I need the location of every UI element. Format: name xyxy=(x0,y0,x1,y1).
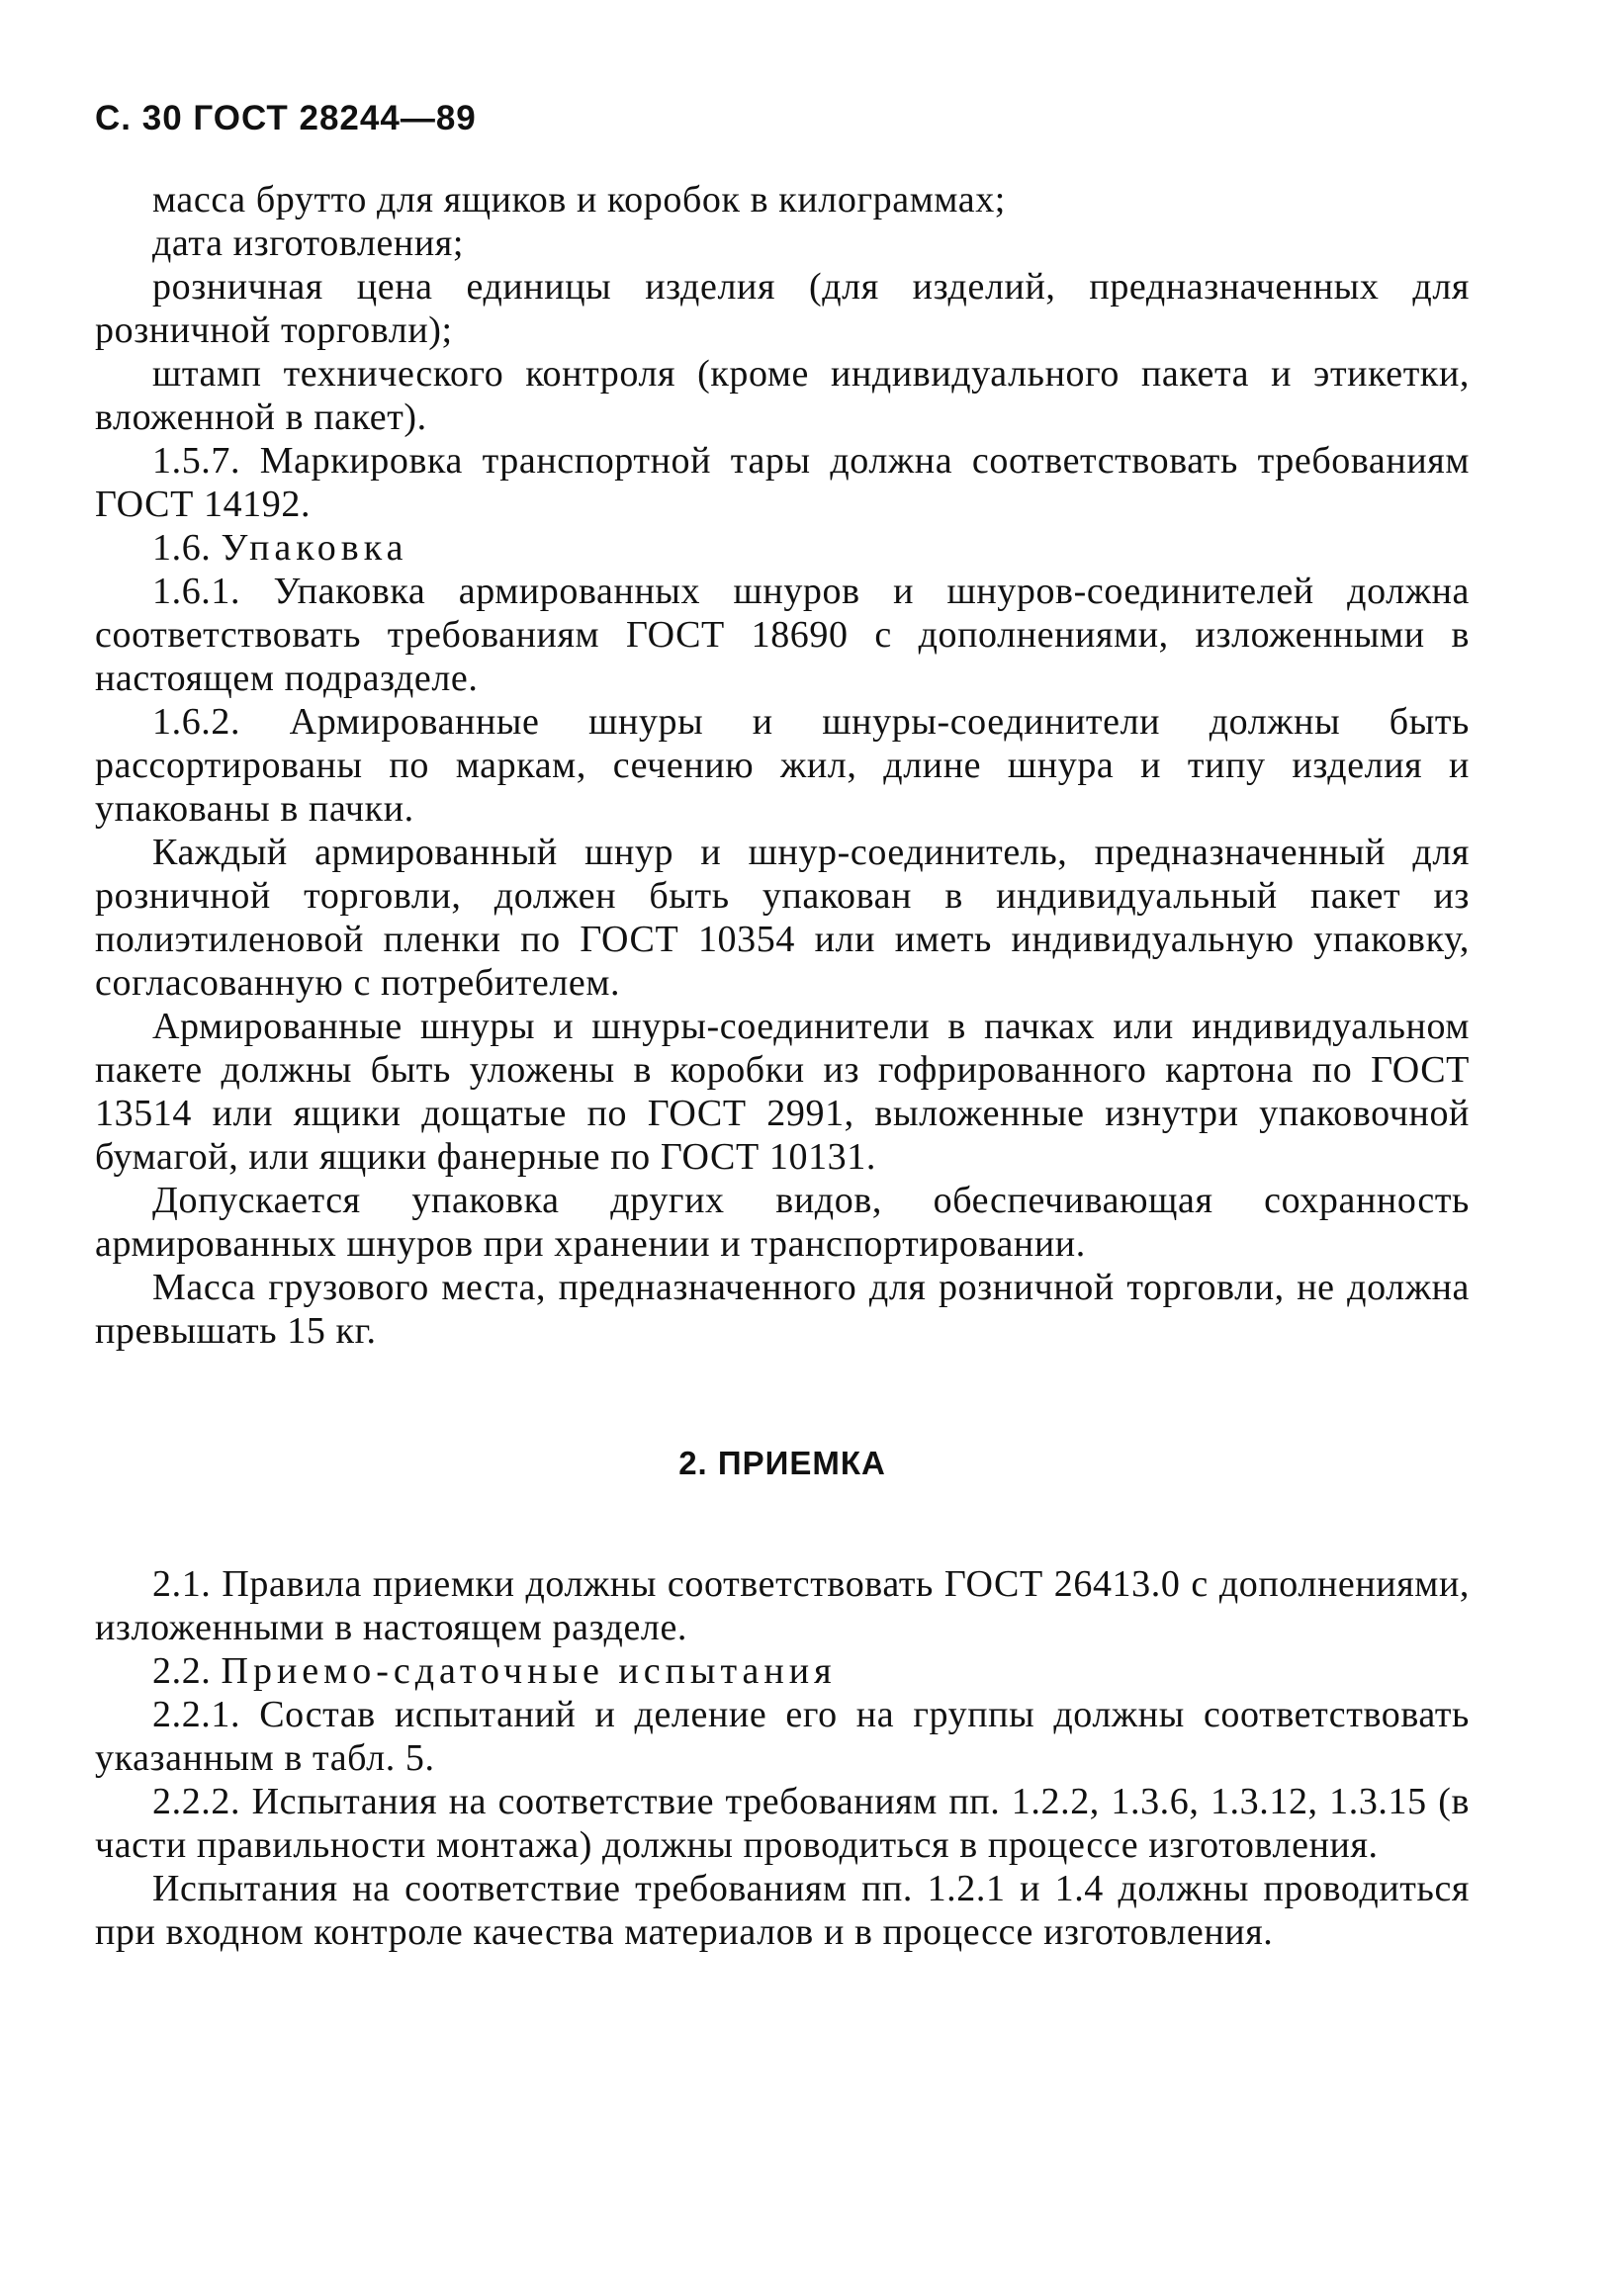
paragraph: 2.1. Правила приемки должны соответствовать ГОСТ 26413.0 с дополнениями, изложенными в настоящем разделе. xyxy=(95,1563,1470,1648)
paragraph: Армированные шнуры и шнуры-соединители в пачках или индивидуальном пакете должны быть уложены в коробки из гофрированного картона по ГОСТ 13514 или ящики дощатые по ГОСТ 2991, выложенные изнутри упаковочной бумагой, или ящики фанерные по ГОСТ 10131. xyxy=(95,1006,1470,1178)
subsection-title: Приемо-сдаточные испытания xyxy=(221,1650,837,1692)
subsection-heading-1-6 xyxy=(95,526,1470,570)
subsection-number: 1.6. xyxy=(152,527,222,569)
paragraph: 1.5.7. Маркировка транспортной тары должна соответствовать требованиям ГОСТ 14192. xyxy=(95,440,1470,525)
paragraph: 2.2.2. Испытания на соответствие требованиям пп. 1.2.2, 1.3.6, 1.3.12, 1.3.15 (в части правильности монтажа) должны проводиться в процессе изготовления. xyxy=(95,1781,1470,1866)
paragraph: 2.2.1. Состав испытаний и деление его на группы должны соответствовать указанным в табл. 5. xyxy=(95,1694,1470,1779)
subsection-title: Упаковка xyxy=(221,527,408,569)
subsection-heading-2-2 xyxy=(95,1649,1470,1693)
paragraph: 1.6.1. Упаковка армированных шнуров и шнуров-соединителей должна соответствовать требованиям ГОСТ 18690 с дополнениями, изложенными в настоящем подразделе. xyxy=(95,571,1470,699)
paragraph: Масса грузового места, предназначенного для розничной торговли, не должна превышать 15 кг. xyxy=(95,1267,1470,1352)
section-title: 2. ПРИЕМКА xyxy=(678,1445,886,1481)
paragraph: масса брутто для ящиков и коробок в килограммах; xyxy=(152,179,1006,221)
paragraph: дата изготовления; xyxy=(152,222,465,264)
paragraph: 1.6.2. Армированные шнуры и шнуры-соединители должны быть рассортированы по маркам, сечению жил, длине шнура и типу изделия и упакованы в пачки. xyxy=(95,701,1470,830)
paragraph: Каждый армированный шнур и шнур-соединитель, предназначенный для розничной торговли, должен быть упакован в индивидуальный пакет из полиэтиленовой пленки по ГОСТ 10354 или иметь индивидуальную упаковку, согласованную с потребителем. xyxy=(95,832,1470,1004)
subsection-number: 2.2. xyxy=(152,1650,222,1692)
paragraph: розничная цена единицы изделия (для изделий, предназначенных для розничной торговли); xyxy=(95,266,1470,351)
paragraph: Испытания на соответствие требованиям пп. 1.2.1 и 1.4 должны проводиться при входном контроле качества материалов и в процессе изготовления. xyxy=(95,1868,1470,1953)
page-header: С. 30 ГОСТ 28244—89 xyxy=(95,99,477,137)
paragraph: Допускается упаковка других видов, обеспечивающая сохранность армированных шнуров при хранении и транспортировании. xyxy=(95,1180,1470,1265)
document-body xyxy=(95,178,1470,1954)
paragraph: штамп технического контроля (кроме индивидуального пакета и этикетки, вложенной в пакет). xyxy=(95,353,1470,438)
